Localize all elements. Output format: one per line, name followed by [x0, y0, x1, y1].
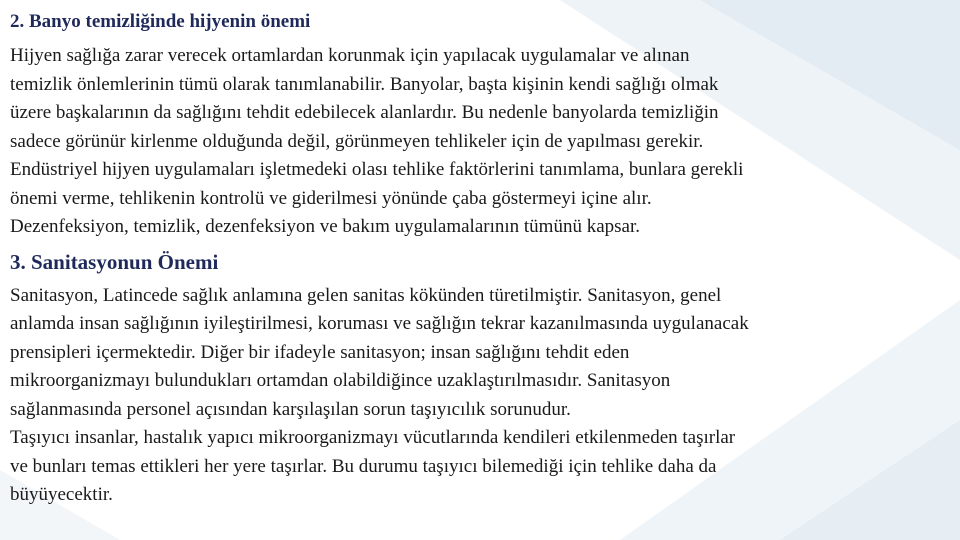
section-3-heading: 3. Sanitasyonun Önemi	[10, 249, 219, 274]
section-2-heading: 2. Banyo temizliğinde hijyenin önemi	[10, 11, 311, 32]
section-3-body: Sanitasyon, Latincede sağlık anlamına gelen sanitas kökünden türetilmiştir. Sanitasyon, genel anlamda insan sağlığının iyileştirilmesi, koruması ve sağlığın tekrar kazanılmasında uygulanacak prensipleri içermektedir. Diğer bir ifadeyle sanitasyon; insan sağlığını tehdit eden mikroorganizmayı bulundukları ortamdan olabildiğince uzaklaştırılmasıdır. Sanitasyon sağlanmasında personel açısından karşılaşılan sorun taşıyıcılık sorunudur. Taşıyıcı insanlar, hastalık yapıcı mikroorganizmayı vücutlarında kendileri etkilenmeden taşırlar ve bunları temas ettikleri her yere taşırlar. Bu durumu taşıyıcı bilemediği için tehlike daha da büyüyecektir.	[10, 284, 749, 505]
slide-content	[10, 8, 950, 510]
section-2-body: Hijyen sağlığa zarar verecek ortamlardan korunmak için yapılacak uygulamalar ve alınan temizlik önlemlerinin tümü olarak tanımlanabilir. Banyolar, başta kişinin kendi sağlığı olmak üzere başkalarının da sağlığını tehdit edebilecek alanlardır. Bu nedenle banyolarda temizliğin sadece görünür kirlenme olduğunda değil, görünmeyen tehlikeler için de yapılması gerekir. Endüstriyel hijyen uygulamaları işletmedeki olası tehlike faktörlerini tanımlama, bunlara gerekli önemi verme, tehlikenin kontrolü ve giderilmesi yönünde çaba göstermeyi içine alır. Dezenfeksiyon, temizlik, dezenfeksiyon ve bakım uygulamalarının tümünü kapsar.	[10, 45, 744, 237]
